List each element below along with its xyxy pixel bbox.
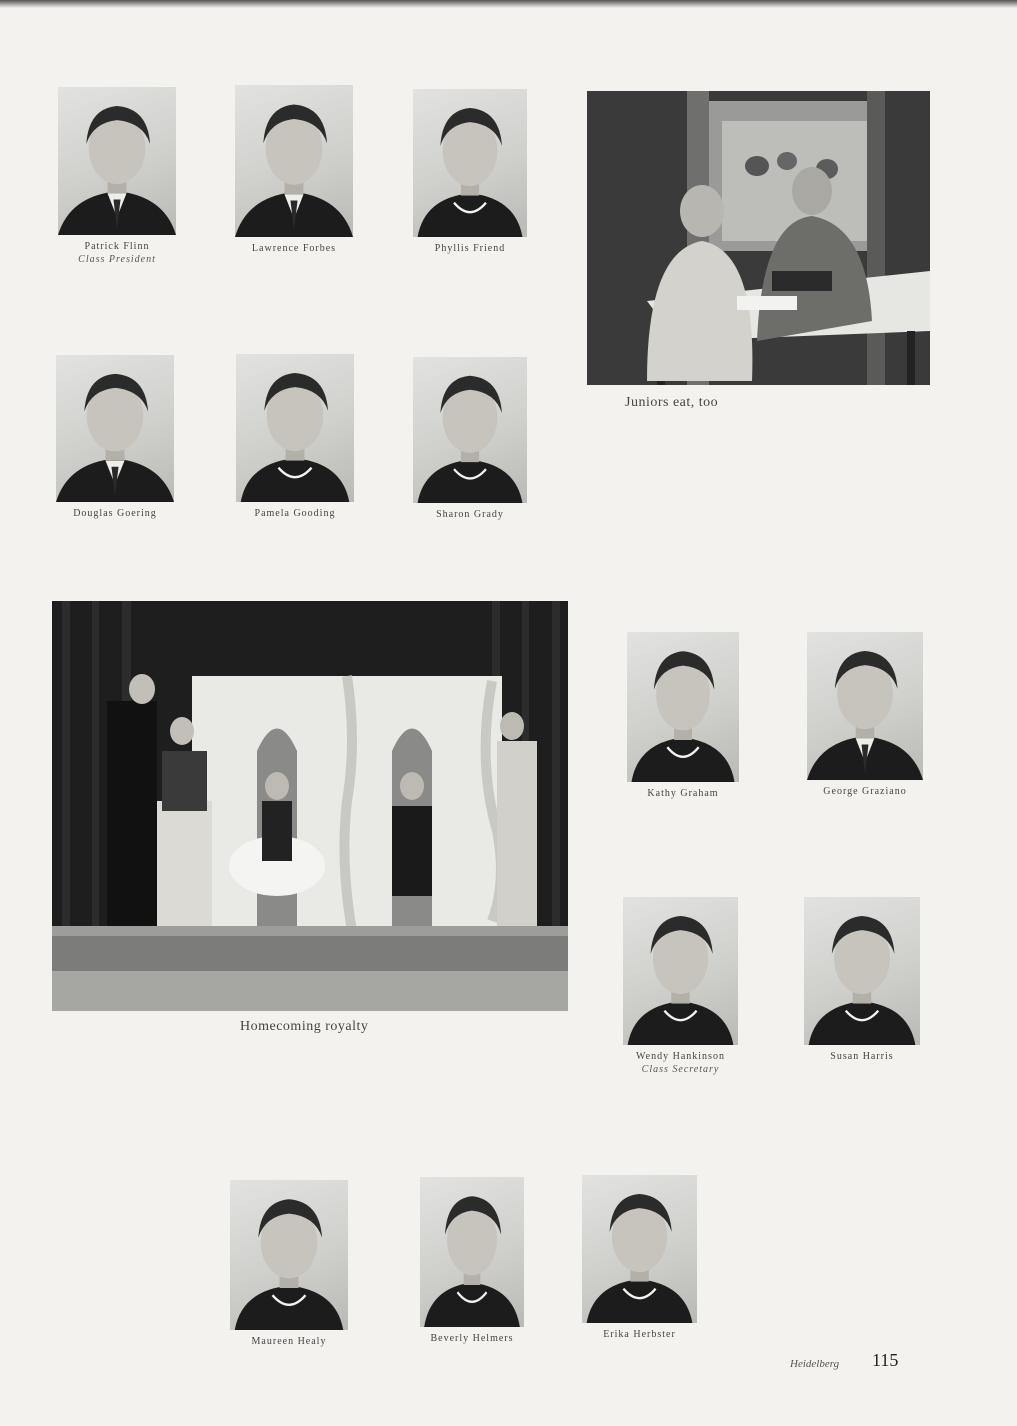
- page-number: 115: [872, 1350, 899, 1370]
- portrait-photo: [582, 1175, 697, 1323]
- portrait-photo: [413, 357, 527, 503]
- portrait-photo: [804, 897, 920, 1045]
- portrait: [413, 89, 527, 277]
- cafeteria-caption: Juniors eat, too: [625, 395, 719, 410]
- portrait-name: Phyllis Friend: [434, 243, 506, 254]
- portrait-photo: [627, 632, 739, 782]
- portrait-name: Sharon Grady: [436, 509, 504, 520]
- portrait-title: Class Secretary: [641, 1064, 720, 1075]
- portrait-name: Wendy Hankinson: [636, 1051, 725, 1062]
- portrait: [236, 354, 354, 542]
- portrait: [230, 1180, 348, 1370]
- scan-edge: [0, 0, 1017, 8]
- portrait-photo: [623, 897, 738, 1045]
- portrait-photo: [413, 89, 527, 237]
- portrait-name: Lawrence Forbes: [251, 243, 337, 254]
- portrait-photo: [58, 87, 176, 235]
- yearbook-title: Heidelberg: [790, 1358, 840, 1370]
- portrait-name: Pamela Gooding: [254, 508, 336, 519]
- portrait-photo: [420, 1177, 524, 1327]
- portrait-photo: [230, 1180, 348, 1330]
- portrait-photo: [236, 354, 354, 502]
- portrait-name: Susan Harris: [830, 1051, 894, 1062]
- portrait-title: Class President: [78, 254, 156, 265]
- cafeteria-photo: [587, 91, 930, 385]
- portrait: [56, 355, 174, 542]
- portrait-name: Douglas Goering: [73, 508, 157, 519]
- portrait-name: Maureen Healy: [251, 1336, 327, 1347]
- homecoming-photo: [52, 601, 568, 1011]
- portrait: [235, 85, 353, 277]
- portrait: [413, 357, 527, 543]
- portrait: [58, 87, 176, 275]
- portrait-photo: [807, 632, 923, 780]
- portrait-name: Patrick Flinn: [84, 241, 150, 252]
- portrait: [582, 1175, 697, 1363]
- portrait-name: Kathy Graham: [647, 788, 719, 799]
- portrait-photo: [56, 355, 174, 502]
- portrait: [804, 897, 920, 1085]
- portrait: [420, 1177, 524, 1367]
- portrait-name: Beverly Helmers: [430, 1333, 514, 1344]
- homecoming-caption: Homecoming royalty: [240, 1019, 369, 1034]
- portrait-name: Erika Herbster: [603, 1329, 676, 1340]
- portrait: [627, 632, 739, 822]
- portrait-name: George Graziano: [823, 786, 907, 797]
- portrait: [623, 897, 738, 1085]
- portrait: [807, 632, 923, 820]
- portrait-photo: [235, 85, 353, 237]
